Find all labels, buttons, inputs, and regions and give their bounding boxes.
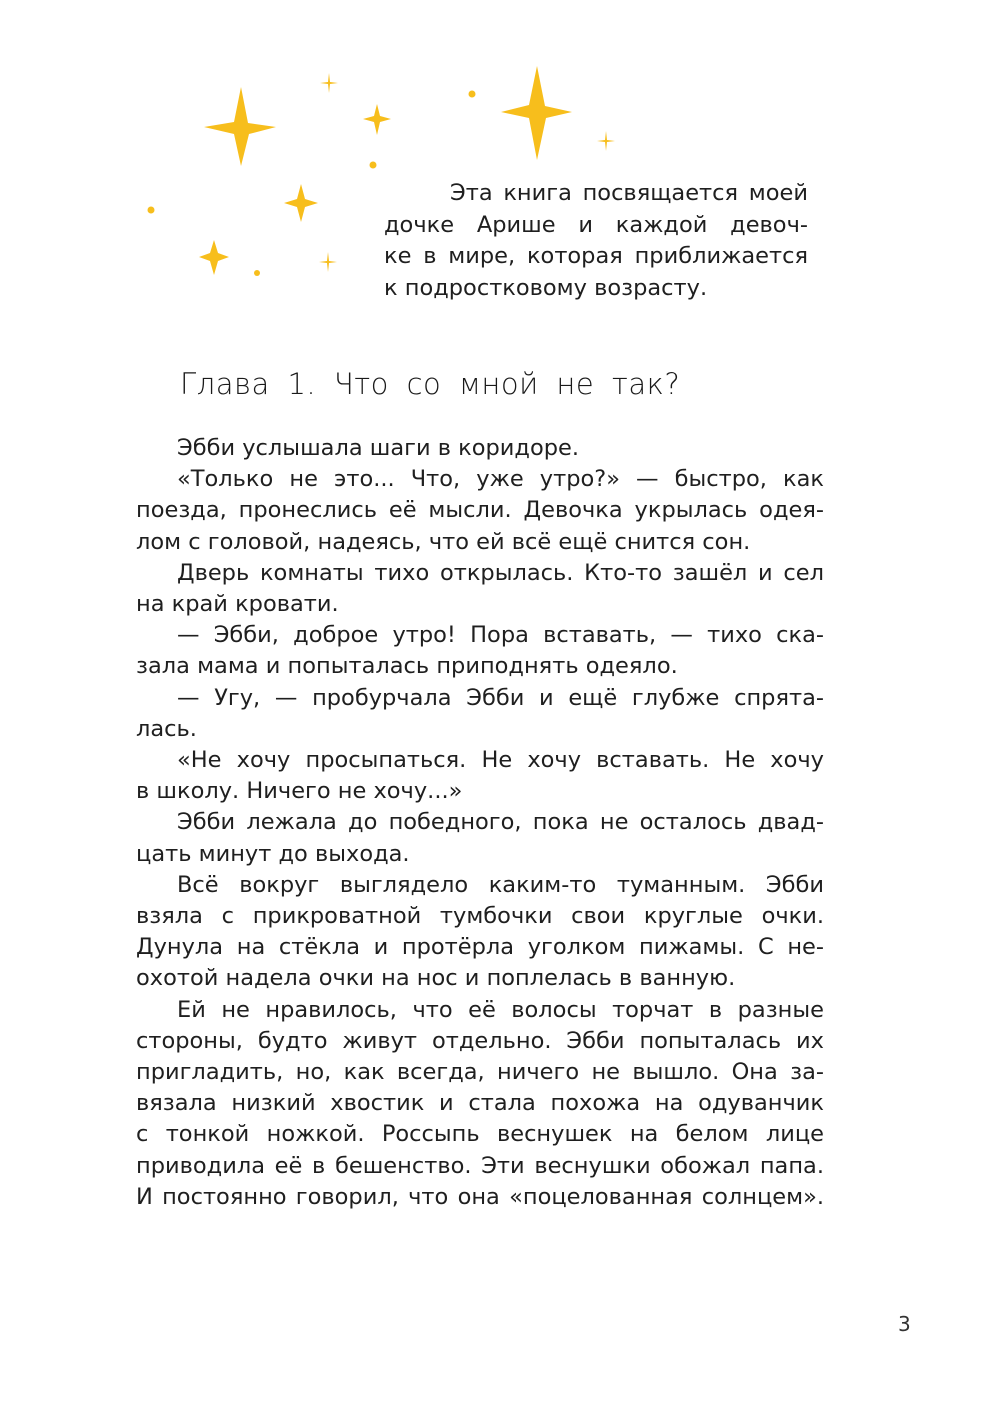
text-line: лась. — [136, 715, 197, 742]
dot-icon — [148, 207, 155, 214]
text-line: Дверь комнаты тихо открылась. Кто-то зашёл и сел — [177, 559, 824, 586]
text-line: пригладить, но, как всегда, ничего не вышло. Она за- — [136, 1059, 824, 1086]
text-line: цать минут до выхода. — [136, 840, 410, 867]
text-line: Эбби услышала шаги в коридоре. — [177, 435, 580, 461]
sparkle-icon — [597, 131, 615, 151]
text-line: Всё вокруг выглядело каким-то туманным. Эбби — [177, 871, 824, 898]
text-line: зала мама и попыталась приподнять одеяло. — [136, 653, 678, 680]
chapter-title: Глава 1. Что со мной не так? — [180, 367, 681, 401]
text-line: охотой надела очки на нос и поплелась в ванную. — [136, 965, 736, 992]
text-line: поезда, пронеслись её мысли. Девочка укрылась одея- — [136, 497, 824, 524]
dedication-line: Эта книга посвящается моей — [450, 180, 808, 206]
text-line: Дунула на стёкла и протёрла уголком пижамы. С не- — [136, 934, 824, 961]
text-line: И постоянно говорил, что она «поцелованная солнцем». — [136, 1183, 824, 1210]
dedication-line: к подростковому возрасту. — [384, 274, 708, 301]
page-number: 3 — [898, 1312, 911, 1336]
dedication-line: ке в мире, которая приближается — [384, 243, 808, 269]
text-line: в школу. Ничего не хочу...» — [136, 778, 463, 805]
text-line: на край кровати. — [136, 591, 339, 618]
sparkle-icon — [319, 252, 337, 272]
dot-icon — [469, 91, 476, 98]
text-line: Ей не нравилось, что её волосы торчат в разные — [177, 996, 824, 1023]
text-line: Эбби лежала до победного, пока не осталось двад- — [177, 809, 824, 836]
text-line: приводила её в бешенство. Эти веснушки обожал папа. — [136, 1152, 824, 1179]
text-line: — Эбби, доброе утро! Пора вставать, — тихо ска- — [177, 622, 824, 649]
star-icon — [501, 66, 572, 160]
star-icon — [284, 184, 318, 222]
dot-icon — [254, 270, 260, 276]
text-line: вязала низкий хвостик и стала похожа на одуванчик — [136, 1090, 824, 1117]
text-line: стороны, будто живут отдельно. Эбби попыталась их — [136, 1027, 824, 1054]
text-line: «Не хочу просыпаться. Не хочу вставать. Не хочу — [177, 747, 824, 774]
text-line: взяла с прикроватной тумбочки свои круглые очки. — [136, 903, 824, 930]
dedication — [384, 178, 808, 304]
star-icon — [199, 240, 229, 275]
sparkle-icon — [320, 73, 338, 93]
dot-icon — [370, 162, 377, 169]
text-line: с тонкой ножкой. Россыпь веснушек на белом лице — [136, 1121, 824, 1148]
dedication-line: дочке Арише и каждой девоч- — [384, 211, 808, 238]
star-icon — [204, 87, 276, 166]
star-icon — [363, 104, 391, 135]
body-text — [136, 433, 824, 1213]
text-line: «Только не это... Что, уже утро?» — быстро, как — [177, 466, 824, 493]
text-line: лом с головой, надеясь, что ей всё ещё снится сон. — [136, 528, 751, 555]
text-line: — Угу, — пробурчала Эбби и ещё глубже спрята- — [177, 684, 824, 711]
